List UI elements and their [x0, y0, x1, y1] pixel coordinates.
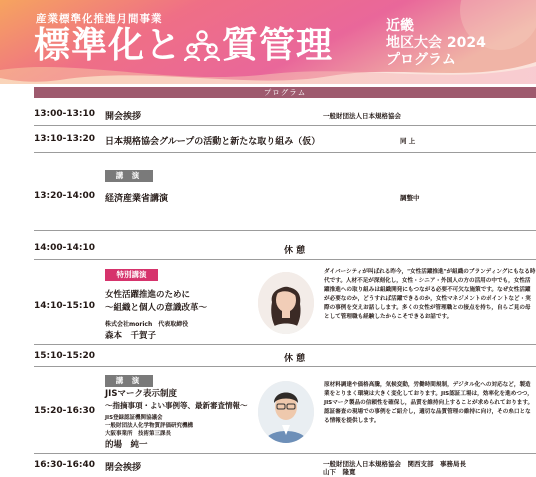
row-title: 日本規格協会グループの活動と新たな取り組み（仮）	[105, 137, 321, 147]
row-organizer: 一般財団法人日本規格協会	[323, 112, 401, 120]
lecture-subtitle: ～指摘事項・よい事例等、最新審査情報～	[105, 401, 248, 410]
divider	[34, 344, 536, 345]
title-left: 標準化と	[34, 25, 183, 66]
event-name-year: 地区大会 2024	[386, 35, 486, 51]
lecture-badge: 講 演	[105, 170, 153, 182]
lecture-title: 女性活躍推進のために	[105, 290, 191, 300]
divider	[34, 453, 536, 454]
row-time: 13:00-13:10	[34, 109, 96, 119]
row-organizer: 同 上	[400, 137, 416, 145]
break-label: 休 憩	[284, 354, 306, 364]
event-label	[386, 18, 486, 69]
speaker-org: 株式会社morich 代表取締役	[105, 321, 189, 328]
speaker-photo-male	[258, 381, 314, 443]
row-time: 15:20-16:30	[34, 406, 96, 416]
header-subtitle: 産業標準化推進月間事業	[36, 13, 163, 25]
header-banner	[0, 0, 536, 84]
row-title: 開会挨拶	[105, 112, 142, 122]
speaker-name: 的場 純一	[105, 440, 148, 450]
speaker-name: 森本 千賀子	[105, 331, 157, 341]
program-bar: プログラム	[34, 87, 536, 98]
special-lecture-badge: 特別講演	[105, 269, 158, 281]
title-right: 質管理	[222, 25, 334, 66]
break-label: 休 憩	[284, 246, 306, 256]
row-time: 16:30-16:40	[34, 460, 96, 470]
row-time: 13:20-14:00	[34, 191, 96, 201]
lecture-description: ダイバーシティが叫ばれる昨今，"女性活躍推進"が組織のブランディングにもなる時代です。人材不足が深刻化し，女性・シニア・外国人の方の活用の中でも，女性活躍推進への取り組みは組織開発にもつながる必要不可欠な施策です。なぜ女性活躍が必要なのか，どうすれば活躍できるのか，女性マネジメントのポイントなど・実際の事例を交えお話しします。多くの女性が管理職との接点を持ち，自らご見の母として管理職も経験したからこそできるお話です。	[324, 269, 536, 321]
lecture-info	[105, 387, 248, 450]
divider	[34, 259, 536, 260]
row-time: 15:10-15:20	[34, 351, 96, 361]
row-time: 13:10-13:20	[34, 134, 96, 144]
lecture-info	[105, 288, 207, 341]
divider	[34, 152, 536, 153]
row-organizer: 調整中	[400, 194, 420, 202]
program-row	[34, 268, 536, 344]
row-organizer: 一般財団法人日本規格協会 関西支部 事務局長	[323, 460, 466, 468]
three-people-icon	[184, 28, 220, 64]
row-time: 14:00-14:10	[34, 243, 96, 253]
divider	[34, 125, 536, 126]
event-program: プログラム	[386, 52, 456, 68]
program-row	[34, 375, 536, 451]
divider	[34, 366, 536, 367]
event-region: 近畿	[386, 18, 414, 34]
row-organizer-person: 山下 隆寛	[323, 468, 356, 476]
divider	[34, 230, 536, 231]
speaker-org: 一般財団法人化学物質評価研究機構	[105, 423, 194, 429]
speaker-org-council: JIS登録認証機関協議会	[105, 415, 163, 421]
speaker-photo-female	[258, 272, 314, 334]
row-time: 14:10-15:10	[34, 301, 96, 311]
page-title	[34, 26, 333, 66]
lecture-badge: 講 演	[105, 375, 153, 387]
lecture-subtitle: ～組織と個人の意識改革～	[105, 303, 208, 313]
row-title: 閉会挨拶	[105, 463, 142, 473]
lecture-description: 原材料調達や価格高騰，気候変動，労働時間規制，デジタル化への対応など，製造業をとりまく環境は大きく変化しております。JIS認証工場は，効率化を進めつつ，JISマーク製品の信頼性を確保し，品質を維持向上することが求められております。認証審査の現場での事例をご紹介し，適切な品質管理の維持に向け，その糸口となる情報を提供します。	[324, 382, 534, 425]
lecture-title: JISマーク表示制度	[105, 389, 177, 399]
speaker-position: 大阪事業所 技術第三課長	[105, 431, 172, 437]
row-title: 経済産業省講演	[105, 194, 169, 204]
